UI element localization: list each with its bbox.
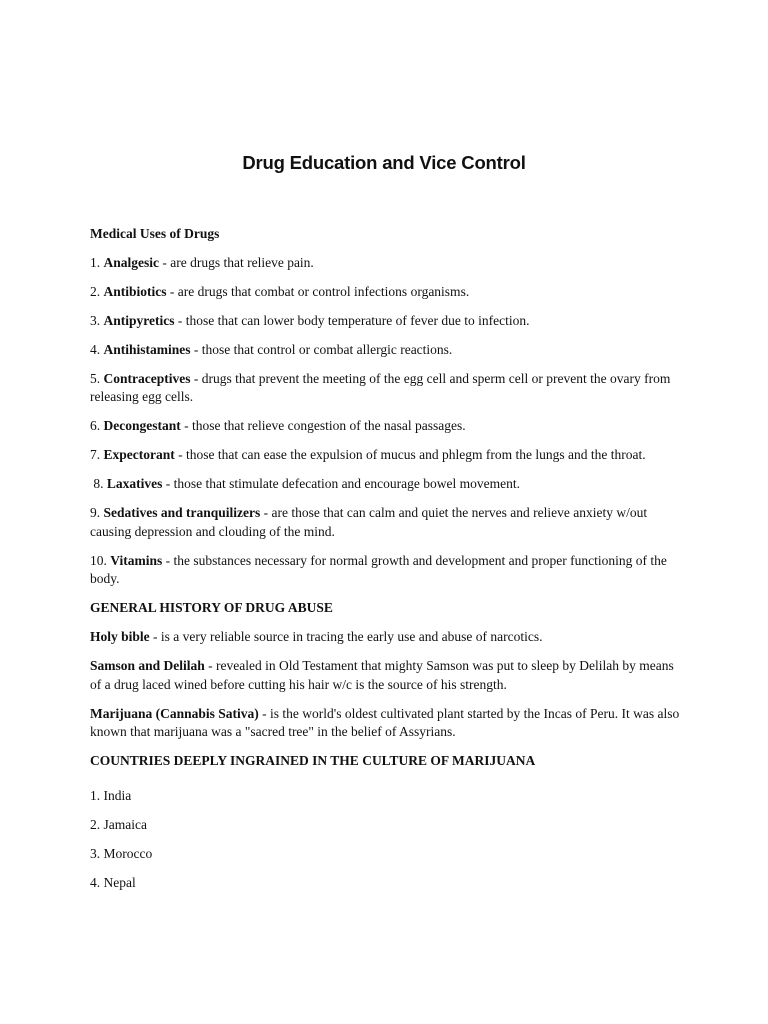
item-description: - those that can ease the expulsion of mucus and phlegm from the lungs and the throat. — [174, 447, 646, 462]
item-term: Vitamins — [110, 552, 163, 568]
medical-use-item — [90, 341, 680, 360]
item-number: 6. — [90, 418, 104, 433]
item-term: Analgesic — [103, 254, 159, 270]
item-number: 4. — [90, 341, 104, 357]
item-description: - drugs that prevent the meeting of the egg cell and sperm cell or prevent the ovary from releasing egg cells. — [90, 370, 671, 404]
item-number: 10. — [90, 552, 111, 568]
item-term: Marijuana (Cannabis Sativa) — [90, 705, 259, 721]
countries-list — [90, 787, 680, 893]
item-term: Antibiotics — [103, 283, 167, 299]
item-description: - is the world's oldest cultivated plant started by the Incas of Peru. It was also known that marijuana was a "sacred tree" in the belief of Assyrians. — [90, 705, 680, 739]
history-item — [90, 657, 680, 694]
medical-use-item — [90, 312, 680, 331]
item-description: - those that control or combat allergic reactions. — [190, 341, 453, 357]
document-title: Drug Education and Vice Control — [242, 152, 526, 173]
medical-use-item — [90, 417, 680, 436]
medical-use-item — [90, 504, 680, 541]
history-list — [90, 628, 680, 742]
item-description: - those that can lower body temperature of fever due to infection. — [174, 312, 530, 328]
item-description: - the substances necessary for normal growth and development and proper functioning of the body. — [90, 552, 667, 586]
medical-use-item — [90, 254, 680, 273]
item-description: - are drugs that relieve pain. — [159, 254, 314, 270]
item-term: Contraceptives — [103, 370, 191, 386]
item-description: - is a very reliable source in tracing the early use and abuse of narcotics. — [149, 629, 543, 644]
medical-use-item — [90, 370, 680, 407]
item-term: Samson and Delilah — [90, 658, 205, 673]
item-description: - those that stimulate defecation and encourage bowel movement. — [162, 476, 520, 491]
item-term: Sedatives and tranquilizers — [103, 505, 261, 520]
item-term: Decongestant — [103, 418, 181, 433]
item-description: - those that relieve congestion of the nasal passages. — [180, 418, 466, 433]
item-number: 9. — [90, 505, 104, 520]
medical-use-item — [90, 446, 680, 465]
history-heading: GENERAL HISTORY OF DRUG ABUSE — [90, 600, 333, 615]
item-number: 7. — [90, 447, 104, 462]
history-item — [90, 705, 680, 742]
item-term: Expectorant — [103, 447, 175, 462]
medical-uses-heading: Medical Uses of Drugs — [90, 226, 220, 241]
item-description: - are those that can calm and quiet the nerves and relieve anxiety w/out causing depression and clouding of the mind. — [90, 505, 648, 539]
item-term: Laxatives — [106, 476, 163, 491]
item-number: 1. — [90, 254, 104, 270]
item-term: Holy bible — [90, 629, 150, 644]
item-number: 8. — [90, 476, 107, 491]
medical-use-item — [90, 283, 680, 302]
country-item: 1. India — [90, 787, 132, 803]
item-description: - are drugs that combat or control infections organisms. — [166, 283, 470, 299]
medical-uses-list — [90, 254, 680, 589]
country-item: 4. Nepal — [90, 874, 136, 890]
country-item: 2. Jamaica — [90, 816, 147, 832]
item-number: 3. — [90, 312, 104, 328]
medical-use-item — [90, 552, 680, 589]
item-description: - revealed in Old Testament that mighty Samson was put to sleep by Delilah by means of a drug laced wined before cutting his hair w/c is the source of his strength. — [90, 658, 674, 692]
country-item: 3. Morocco — [90, 845, 153, 861]
countries-heading: COUNTRIES DEEPLY INGRAINED IN THE CULTURE OF MARIJUANA — [90, 753, 536, 768]
item-term: Antipyretics — [103, 312, 175, 328]
item-number: 5. — [90, 370, 104, 386]
history-item — [90, 628, 680, 647]
medical-use-item — [90, 475, 680, 494]
item-number: 2. — [90, 283, 104, 299]
item-term: Antihistamines — [103, 341, 191, 357]
document-body — [90, 225, 680, 903]
